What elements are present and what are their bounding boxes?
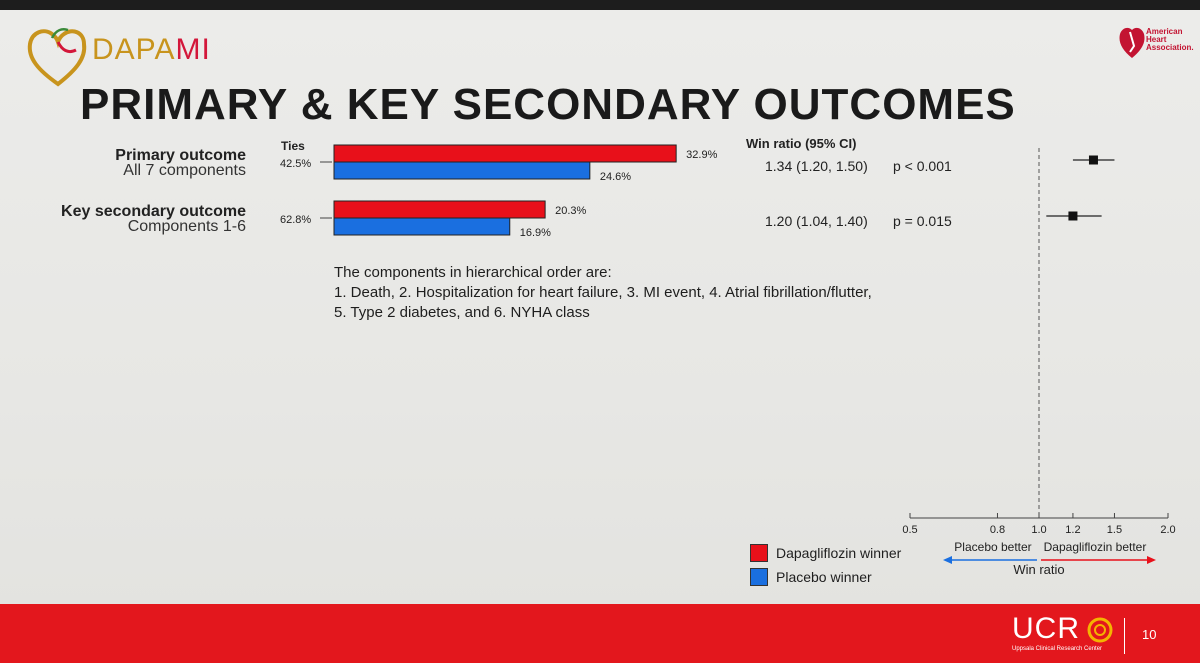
forest-point-0: [1089, 156, 1098, 165]
bar-label-placebo-1: 16.9%: [519, 227, 551, 239]
ties-value-secondary: 62.8%: [280, 214, 312, 226]
dapagliflozin-better-label: Dapagliflozin better: [1043, 540, 1147, 554]
legend-swatch-placebo: [750, 568, 768, 586]
p-value-secondary: p = 0.015: [893, 213, 952, 229]
bar-placebo-0: [334, 162, 590, 179]
key-secondary-outcome-label: Key secondary outcome: [61, 203, 246, 220]
slide-title: PRIMARY & KEY SECONDARY OUTCOMES: [80, 80, 1016, 129]
forest-tick-label-3: 1.2: [1065, 524, 1081, 536]
note-line-1: The components in hierarchical order are:: [334, 264, 612, 281]
forest-tick-label-2: 1.0: [1031, 524, 1047, 536]
legend: [750, 544, 901, 592]
placebo-better-label: Placebo better: [954, 540, 1032, 554]
bar-label-dapagliflozin-0: 32.9%: [686, 149, 718, 161]
p-value-primary: p < 0.001: [893, 158, 952, 174]
key-secondary-outcome-sublabel: Components 1-6: [127, 218, 246, 235]
components-note: [334, 263, 872, 323]
ucr-logo-text: UCR: [1012, 612, 1080, 645]
bar-label-placebo-0: 24.6%: [599, 171, 632, 183]
legend-item-placebo: Placebo winner: [750, 568, 901, 586]
forest-point-1: [1068, 212, 1077, 221]
forest-tick-label-5: 2.0: [1160, 524, 1176, 536]
win-ratio-secondary: 1.20 (1.04, 1.40): [765, 213, 868, 229]
legend-swatch-dapagliflozin: [750, 544, 768, 562]
ties-value-primary: 42.5%: [280, 158, 312, 170]
win-ratio-primary: 1.34 (1.20, 1.50): [765, 158, 868, 174]
win-ratio-header: Win ratio (95% CI): [746, 136, 857, 151]
bar-label-dapagliflozin-1: 20.3%: [555, 205, 587, 217]
aha-logo-text: American Heart Association.: [1146, 27, 1194, 52]
bar-dapagliflozin-1: [334, 201, 545, 218]
primary-outcome-label: Primary outcome: [115, 147, 246, 164]
page-number: 10: [1142, 627, 1157, 642]
forest-tick-label-1: 0.8: [989, 524, 1006, 536]
ucr-ring-icon: [1086, 616, 1114, 644]
dapagliflozin-better-arrow-head: [1147, 556, 1156, 564]
forest-tick-label-0: 0.5: [902, 524, 918, 536]
legend-item-dapagliflozin: Dapagliflozin winner: [750, 544, 901, 562]
footer-divider: [1124, 618, 1125, 654]
bar-placebo-1: [334, 218, 510, 235]
primary-outcome-sublabel: All 7 components: [123, 162, 246, 179]
dapami-logo-text: DAPAMI: [92, 33, 211, 66]
bar-dapagliflozin-0: [334, 145, 676, 162]
forest-tick-label-4: 1.5: [1106, 524, 1123, 536]
ties-header: Ties: [281, 139, 305, 153]
placebo-better-arrow-head: [943, 556, 952, 564]
ucr-subtitle: Uppsala Clinical Research Center: [1012, 646, 1103, 652]
note-line-3: 5. Type 2 diabetes, and 6. NYHA class: [334, 304, 590, 321]
note-line-2: 1. Death, 2. Hospitalization for heart failure, 3. MI event, 4. Atrial fibrillation/flutter,: [334, 284, 872, 301]
forest-xlabel: Win ratio: [1013, 562, 1065, 577]
